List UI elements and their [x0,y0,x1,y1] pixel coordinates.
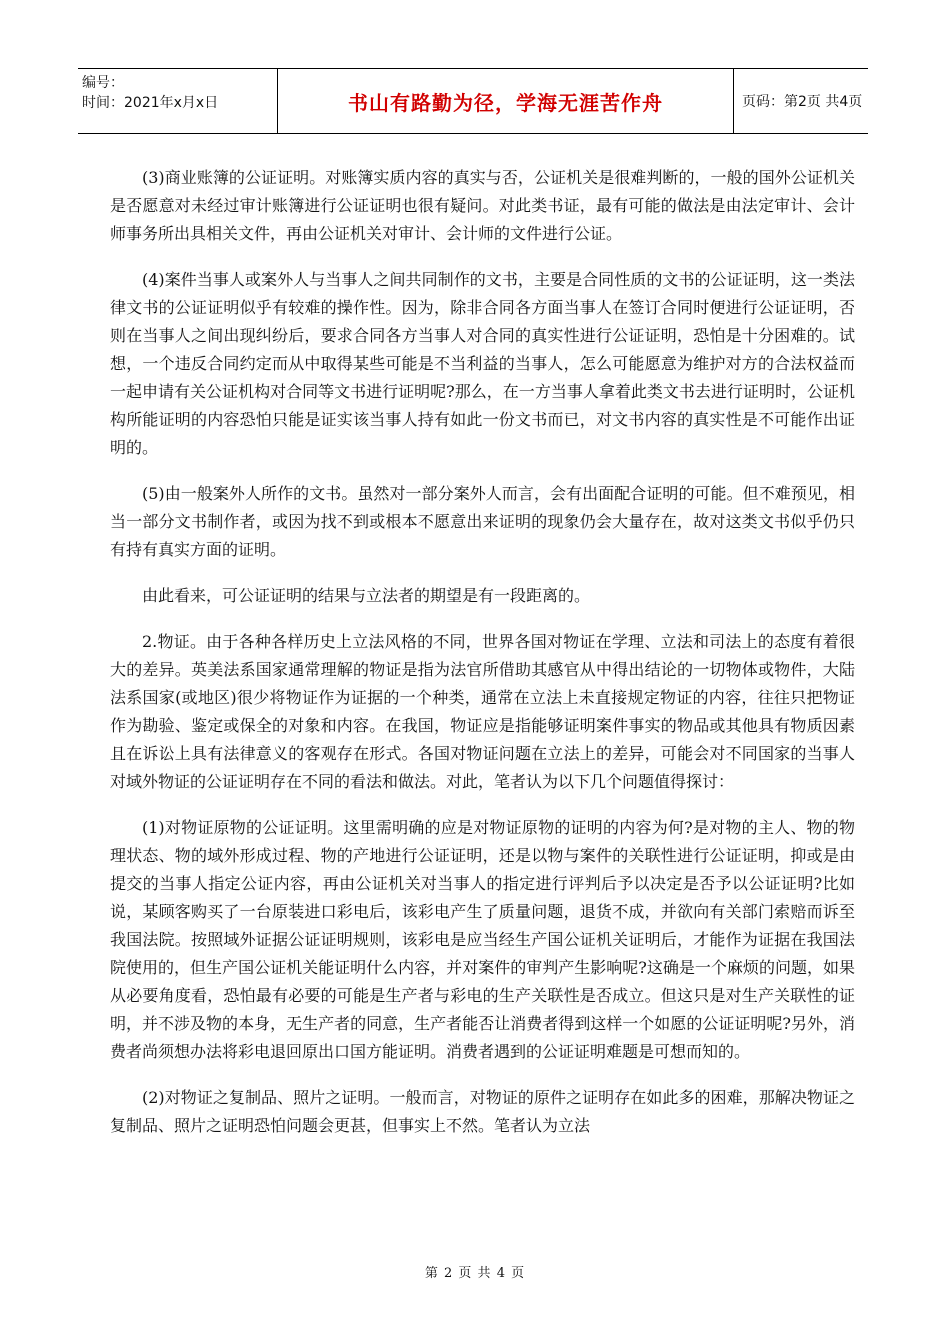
paragraph-conclusion: 由此看来，可公证证明的结果与立法者的期望是有一段距离的。 [142,586,591,605]
paragraph-commercial-books: (3)商业账簿的公证证明。对账簿实质内容的真实与否，公证机关是很难判断的，一般的国外公证机关是否愿意对未经过审计账簿进行公证证明也很有疑问。对此类书证，最有可能的做法是由法定审计、会计师事务所出具相关文件，再由公证机关对审计、会计师的文件进行公证。 [110,168,855,243]
page-header [78,68,868,134]
document-date-label: 时间：2021年x月x日 [82,95,219,111]
document-body [110,164,855,1158]
paragraph-third-party-documents: (5)由一般案外人所作的文书。虽然对一部分案外人而言，会有出面配合证明的可能。但不难预见，相当一部分文书制作者，或因为找不到或根本不愿意出来证明的现象仍会大量存在，故对这类文书似乎仍只有持有真实方面的证明。 [110,484,855,559]
header-meta-cell [78,69,278,133]
page-footer [0,1262,950,1281]
paragraph-joint-documents: (4)案件当事人或案外人与当事人之间共同制作的文书，主要是合同性质的文书的公证证明，这一类法律文书的公证证明似乎有较难的操作性。因为，除非合同各方面当事人在签订合同时便进行公证证明，否则在当事人之间出现纠纷后，要求合同各方当事人对合同的真实性进行公证证明，恐怕是十分困难的。试想，一个违反合同约定而从中取得某些可能是不当利益的当事人，怎么可能愿意为维护对方的合法权益而一起申请有关公证机构对合同等文书进行证明呢?那么，在一方当事人拿着此类文书去进行证明时，公证机构所能证明的内容恐怕只能是证实该当事人持有如此一份文书而已，对文书内容的真实性是不可能作出证明的。 [110,270,855,457]
header-motto: 书山有路勤为径，学海无涯苦作舟 [348,90,663,115]
document-number-label: 编号： [82,75,124,91]
header-page-info: 页码：第2页 共4页 [742,94,863,110]
paragraph-physical-evidence: 2.物证。由于各种各样历史上立法风格的不同，世界各国对物证在学理、立法和司法上的态度有着很大的差异。英美法系国家通常理解的物证是指为法官所借助其感官从中得出结论的一切物体或物件，大陆法系国家(或地区)很少将物证作为证据的一个种类，通常在立法上未直接规定物证的内容，往往只把物证作为勘验、鉴定或保全的对象和内容。在我国，物证应是指能够证明案件事实的物品或其他具有物质因素且在诉讼上具有法律意义的客观存在形式。各国对物证问题在立法上的差异，可能会对不同国家的当事人对域外物证的公证证明存在不同的看法和做法。对此，笔者认为以下几个问题值得探讨： [110,632,855,791]
header-page-cell [734,69,868,133]
paragraph-copies-photos: (2)对物证之复制品、照片之证明。一般而言，对物证的原件之证明存在如此多的困难，那解决物证之复制品、照片之证明恐怕问题会更甚，但事实上不然。笔者认为立法 [110,1088,855,1135]
paragraph-original-evidence: (1)对物证原物的公证证明。这里需明确的应是对物证原物的证明的内容为何?是对物的主人、物的物理状态、物的域外形成过程、物的产地进行公证证明，还是以物与案件的关联性进行公证证明，抑或是由提交的当事人指定公证内容，再由公证机关对当事人的指定进行评判后予以决定是否予以公证证明?比如说，某顾客购买了一台原装进口彩电后，该彩电产生了质量问题，退货不成，并欲向有关部门索赔而诉至我国法院。按照域外证据公证证明规则，该彩电是应当经生产国公证机关证明后，才能作为证据在我国法院使用的，但生产国公证机关能证明什么内容，并对案件的审判产生影响呢?这确是一个麻烦的问题，如果从必要角度看，恐怕最有必要的可能是生产者与彩电的生产关联性是否成立。但这只是对生产关联性的证明，并不涉及物的本身，无生产者的同意，生产者能否让消费者得到这样一个如愿的公证证明呢?另外，消费者尚须想办法将彩电退回原出口国方能证明。消费者遇到的公证证明难题是可想而知的。 [110,818,855,1061]
footer-page-number: 第 2 页 共 4 页 [424,1266,526,1281]
header-motto-cell [278,69,734,133]
